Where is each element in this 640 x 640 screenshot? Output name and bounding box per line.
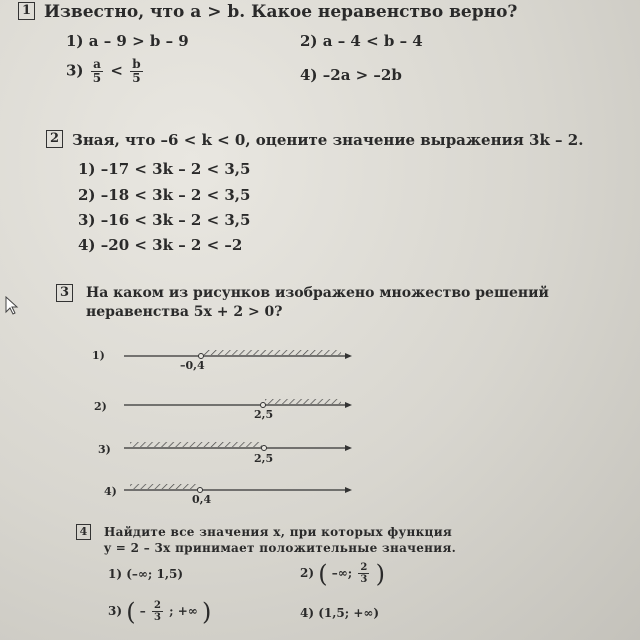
question-4-line-2: y = 2 – 3x принимает положительные значения. (104, 541, 457, 555)
q4-option-3-sign: – (139, 604, 146, 618)
denominator: 5 (92, 71, 102, 85)
left-paren: ( (126, 597, 136, 626)
figure-4-label: 4) (104, 485, 117, 498)
q2-option-2: 2) –18 < 3k – 2 < 3,5 (78, 186, 251, 204)
right-paren: ) (201, 597, 212, 626)
denominator: 3 (153, 612, 161, 623)
denominator: 3 (360, 574, 368, 585)
numerator: a (91, 58, 103, 72)
left-paren: ( (318, 559, 328, 588)
fraction-2-over-3 (358, 562, 369, 585)
q1-option-3-label: 3) (66, 61, 84, 80)
figure-4-point: 0,4 (192, 493, 212, 506)
numerator: 2 (153, 600, 161, 611)
question-3-line-2: неравенства 5x + 2 > 0? (86, 304, 283, 320)
numerator: b (132, 57, 141, 71)
figure-1-point: –0,4 (180, 359, 205, 372)
question-4-number: 4 (76, 524, 91, 540)
q1-option-2: 2) a – 4 < b – 4 (300, 32, 423, 50)
question-3-number: 3 (56, 284, 73, 302)
question-1-text: Известно, что a > b. Какое неравенство верно? (44, 2, 518, 22)
figure-2-label: 2) (94, 400, 107, 413)
figure-2-point: 2,5 (254, 408, 274, 421)
relation: < (110, 61, 123, 80)
q4-option-3-right: ; +∞ (169, 604, 198, 618)
question-4-line-1: Найдите все значения x, при которых функция (104, 525, 453, 539)
question-2-number: 2 (46, 130, 63, 148)
figure-3-point: 2,5 (254, 452, 274, 465)
q4-option-3 (108, 597, 212, 626)
fraction-2-over-3 (152, 600, 163, 623)
figure-4-number-line (124, 484, 352, 493)
figure-1-number-line (124, 350, 352, 359)
q1-option-4: 4) –2a > –2b (300, 66, 402, 84)
q2-option-4: 4) –20 < 3k – 2 < –2 (78, 236, 243, 254)
q4-option-2-label: 2) (300, 566, 315, 580)
q4-option-2 (300, 559, 385, 588)
figure-3-number-line (124, 442, 352, 451)
q1-option-1: 1) a – 9 > b – 9 (66, 32, 189, 50)
figure-1-label: 1) (92, 349, 105, 362)
q2-option-1: 1) –17 < 3k – 2 < 3,5 (78, 160, 251, 178)
right-paren: ) (375, 559, 385, 588)
question-2-text: Зная, что –6 < k < 0, оцените значение выражения 3k – 2. (72, 131, 584, 149)
question-3-line-1: На каком из рисунков изображено множество решений (86, 285, 549, 301)
q4-option-4: 4) (1,5; +∞) (300, 606, 380, 620)
figure-3-label: 3) (98, 443, 111, 456)
figure-2-number-line (124, 399, 352, 408)
q2-option-3: 3) –16 < 3k – 2 < 3,5 (78, 211, 251, 229)
q4-option-1: 1) (–∞; 1,5) (108, 567, 184, 581)
denominator: 5 (132, 71, 141, 85)
q4-option-3-label: 3) (108, 604, 123, 618)
question-1-number: 1 (18, 2, 35, 20)
q4-option-2-left: –∞; (331, 566, 353, 580)
numerator: 2 (360, 562, 368, 573)
